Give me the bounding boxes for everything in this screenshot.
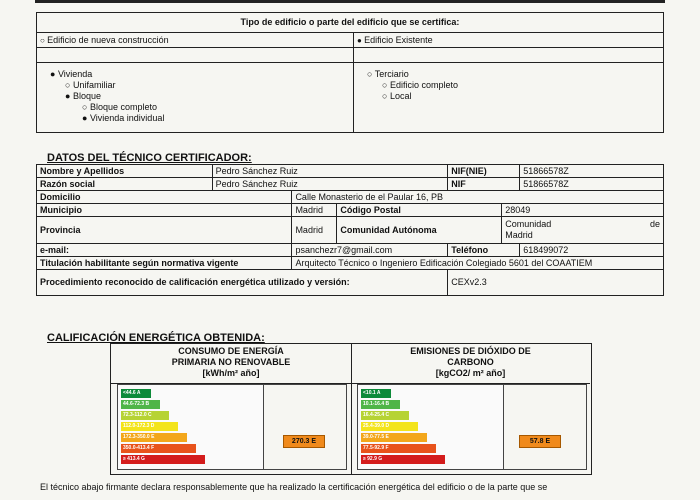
option-vivienda-individual: Vivienda individual [89, 113, 165, 123]
cp-value: 28049 [502, 204, 664, 217]
building-type-table [36, 12, 664, 133]
name-value: Pedro Sánchez Ruiz [212, 165, 448, 178]
ca-label: Comunidad Autónoma [337, 217, 502, 244]
provincia-label: Provincia [37, 217, 292, 244]
nif-label: NIF(NIE) [448, 165, 520, 178]
consumo-panel [111, 344, 352, 474]
technician-section-title: DATOS DEL TÉCNICO CERTIFICADOR: [47, 152, 252, 164]
provincia-value: Madrid [292, 217, 337, 244]
rating-section-title: CALIFICACIÓN ENERGÉTICA OBTENIDA: [47, 332, 265, 344]
consumo-bar-4: 172.3-350.0 E [121, 433, 187, 442]
email-value: psanchezr7@gmail.com [292, 244, 448, 257]
option-nueva: ○ Edificio de nueva construcción [37, 33, 354, 48]
domicilio-value: Calle Monasterio de el Paular 16, PB [292, 191, 664, 204]
titulacion-label: Titulación habilitante según normativa vigente [37, 257, 292, 270]
consumo-result-box [261, 384, 347, 470]
consumo-bar-5: 350.0-413.4 F [121, 444, 196, 453]
emisiones-bar-1: 10.1-16.4 B [361, 400, 400, 409]
consumo-bar-1: 44.6-72.3 B [121, 400, 160, 409]
emisiones-bar-6: ≥ 92.9 G [361, 455, 445, 464]
option-edificio-completo: Edificio completo [389, 80, 458, 90]
top-border [35, 0, 665, 3]
consumo-bar-3: 112.0-172.3 D [121, 422, 178, 431]
name-label: Nombre y Apellidos [37, 165, 213, 178]
nif-value: 51866578Z [520, 165, 664, 178]
consumo-rating-arrow: 270.3 E [283, 435, 325, 448]
option-bloque-completo: Bloque completo [89, 102, 157, 112]
option-vivienda: Vivienda [57, 69, 93, 79]
emisiones-scale [357, 384, 504, 470]
emisiones-bar-3: 25.4-39.0 D [361, 422, 418, 431]
telefono-value: 618499072 [520, 244, 664, 257]
emisiones-rating-arrow: 57.8 E [519, 435, 561, 448]
energy-rating-box [110, 343, 592, 475]
procedimiento-label: Procedimiento reconocido de calificación energética utilizado y versión: [37, 270, 448, 296]
vivienda-options: ● Vivienda ○ Unifamiliar ● Bloque ○ Bloque completo ● Vivienda individual [37, 63, 354, 133]
municipio-value: Madrid [292, 204, 337, 217]
consumo-scale [117, 384, 264, 470]
titulacion-value: Arquitecto Técnico o Ingeniero Edificación Colegiado 5601 del COAATIEM [292, 257, 664, 270]
emisiones-panel [351, 344, 590, 474]
consumo-bar-6: ≥ 413.4 G [121, 455, 205, 464]
consumo-bar-0: <44.6 A [121, 389, 151, 398]
building-type-header: Tipo de edificio o parte del edificio que se certifica: [37, 13, 664, 33]
ca-value: Comunidad de Madrid [502, 217, 664, 244]
consumo-header: CONSUMO DE ENERGÍA PRIMARIA NO RENOVABLE [kWh/m² año] [111, 344, 351, 384]
option-local: Local [389, 91, 412, 101]
procedimiento-value: CEXv2.3 [448, 270, 664, 296]
consumo-bar-2: 72.3-112.0 C [121, 411, 169, 420]
nif2-label: NIF [448, 178, 520, 191]
emisiones-bar-2: 16.4-25.4 C [361, 411, 409, 420]
emisiones-bar-5: 77.5-92.9 F [361, 444, 436, 453]
municipio-label: Municipio [37, 204, 292, 217]
option-existente: ● Edificio Existente [354, 33, 664, 48]
email-label: e-mail: [37, 244, 292, 257]
declaration-text: El técnico abajo firmante declara responsablemente que ha realizado la certificación energética del edificio o de la parte que se [40, 482, 548, 492]
emisiones-result-box [501, 384, 587, 470]
option-unifamiliar: Unifamiliar [72, 80, 116, 90]
domicilio-label: Domicilio [37, 191, 292, 204]
option-terciario: Terciario [374, 69, 409, 79]
telefono-label: Teléfono [448, 244, 520, 257]
option-bloque: Bloque [72, 91, 101, 101]
emisiones-bar-0: <10.1 A [361, 389, 391, 398]
technician-table [36, 164, 664, 296]
cp-label: Código Postal [337, 204, 502, 217]
nif2-value: 51866578Z [520, 178, 664, 191]
razon-value: Pedro Sánchez Ruiz [212, 178, 448, 191]
emisiones-bar-4: 39.0-77.5 E [361, 433, 427, 442]
emisiones-header: EMISIONES DE DIÓXIDO DE CARBONO [kgCO2/ m² año] [351, 344, 590, 384]
terciario-options: ○ Terciario ○ Edificio completo ○ Local [354, 63, 664, 133]
razon-label: Razón social [37, 178, 213, 191]
